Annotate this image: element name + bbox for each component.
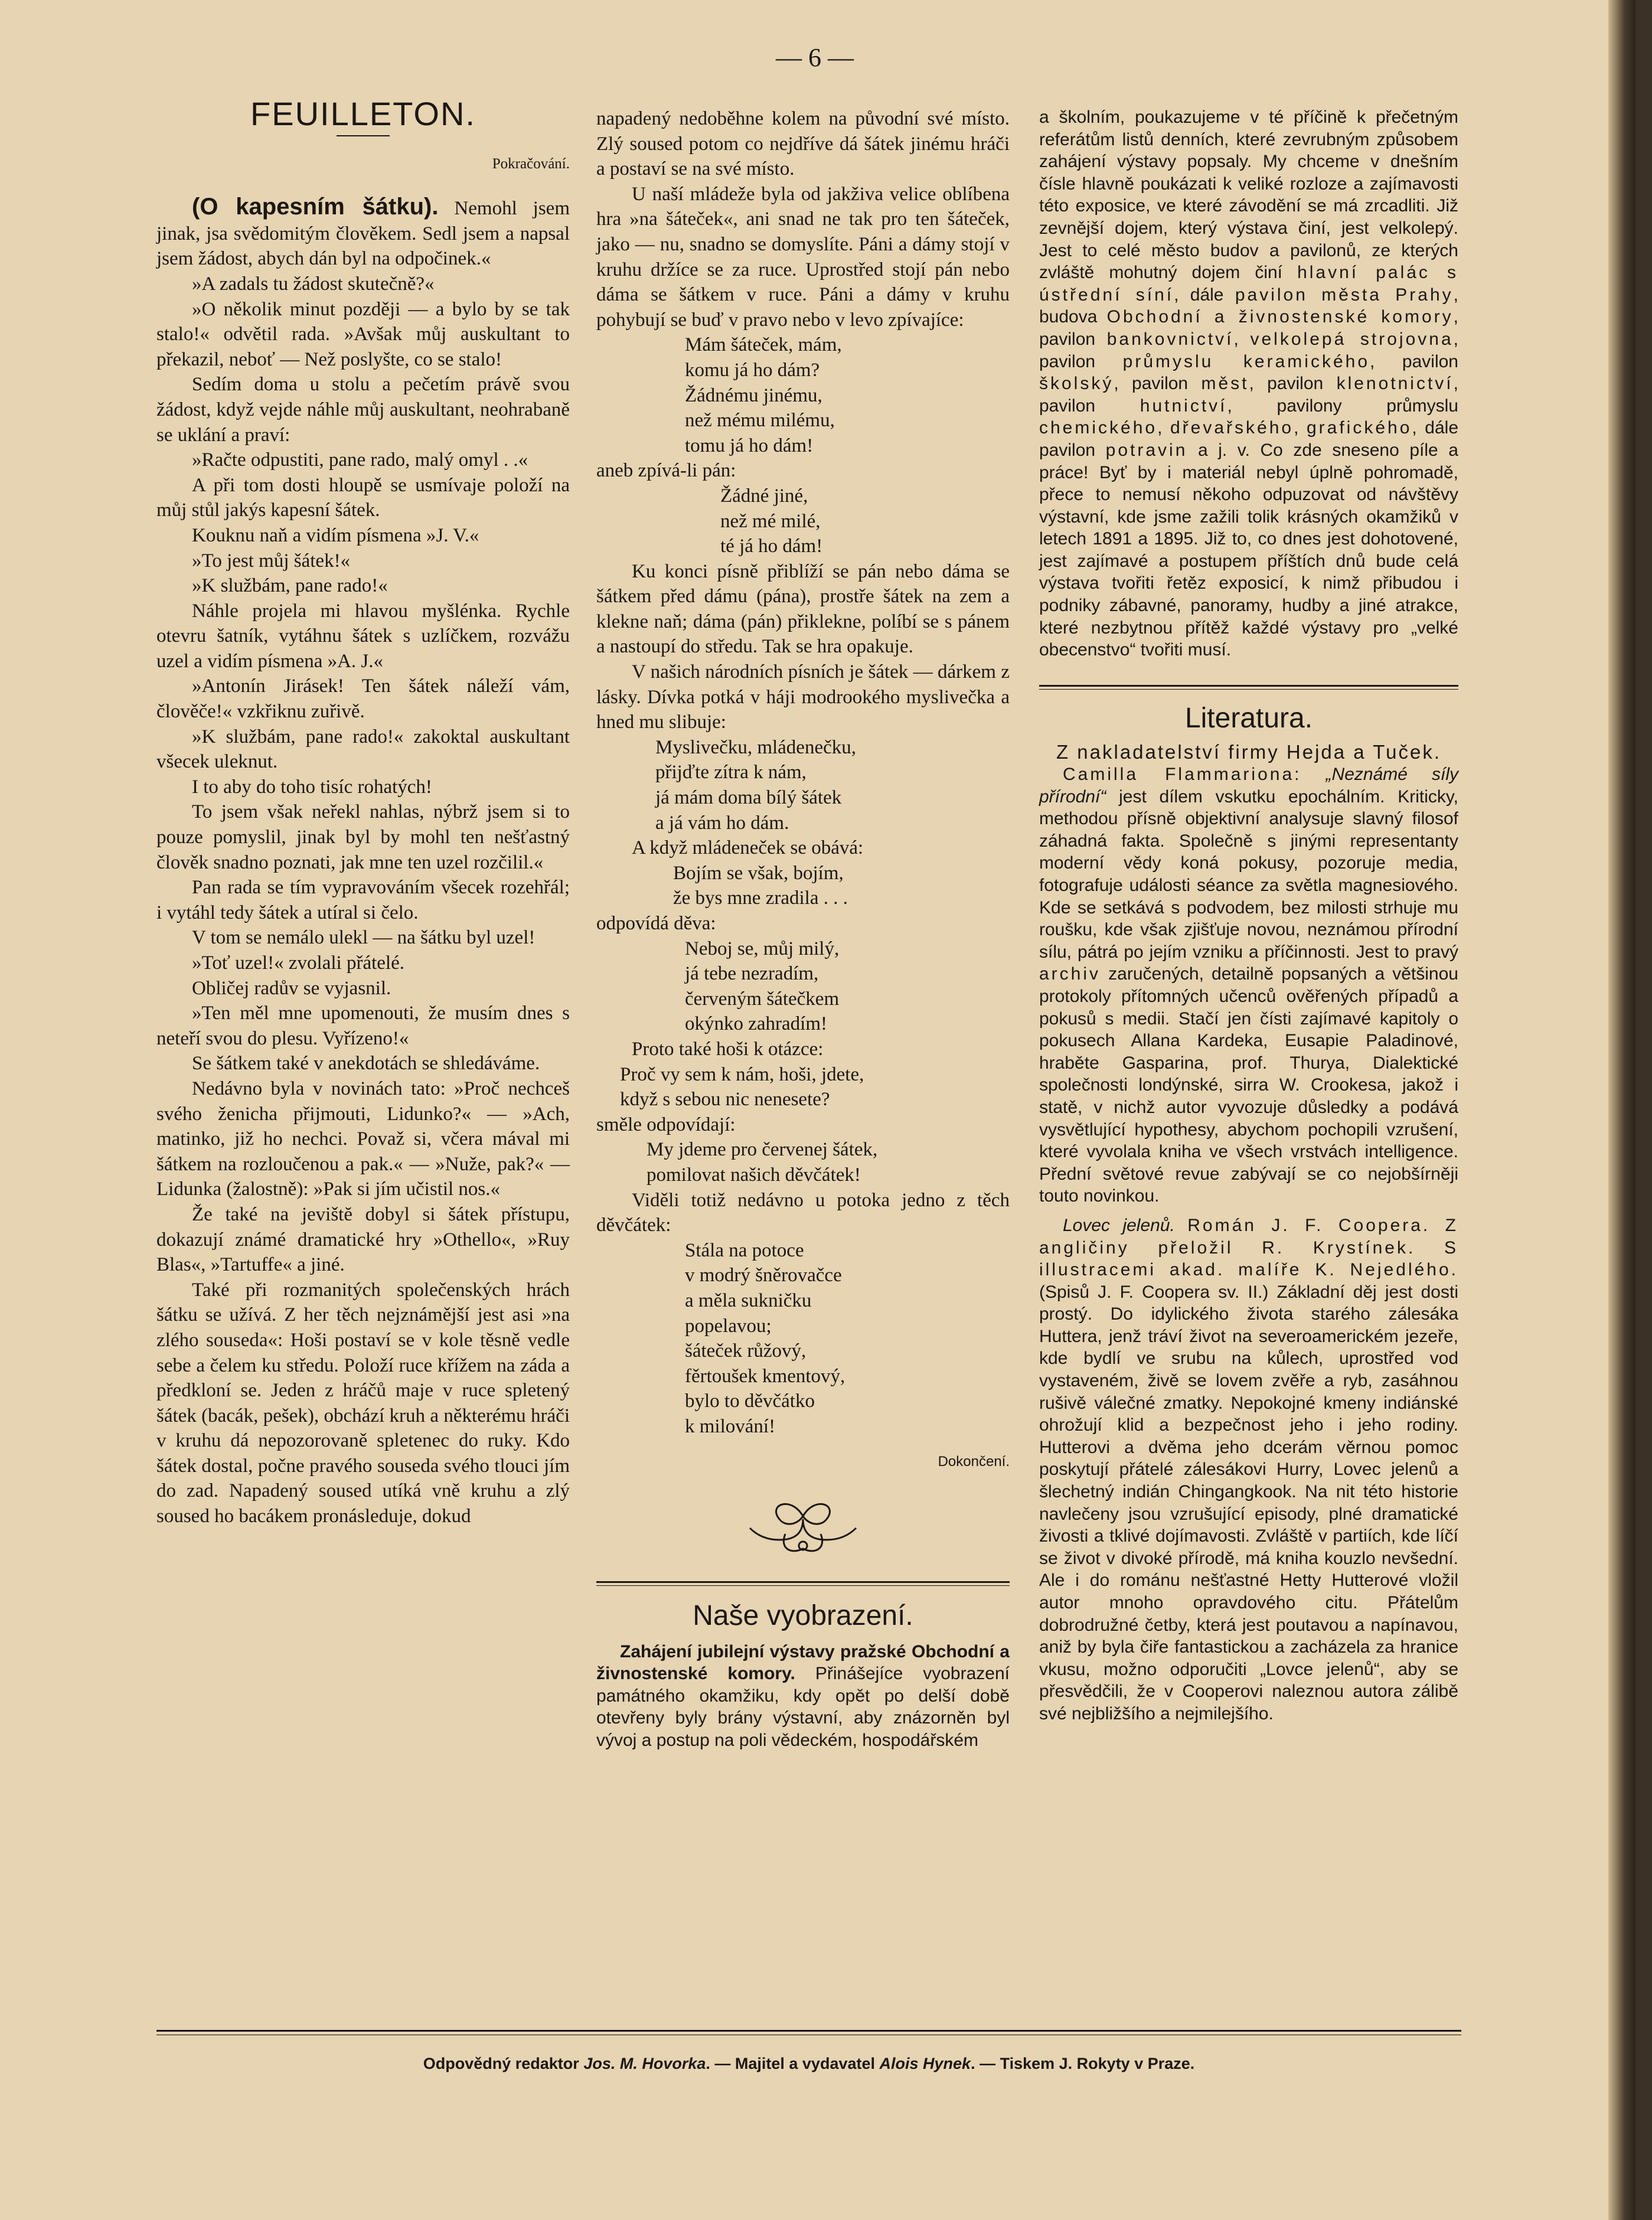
song-verse-7 [596, 1137, 1010, 1187]
verse-line: a já vám ho dám. [655, 812, 789, 834]
ornament-icon [744, 1493, 862, 1558]
paragraph-text: , pavilony průmyslu [1227, 396, 1458, 416]
verse-line: komu já ho dám? [685, 359, 820, 381]
continued-note: Dokončení. [938, 1454, 1010, 1470]
paragraph: Ku konci písně přiblíží se pán nebo dáma se šátkem před dámu (pána), prostře šátek na zem a klekne naň; dáma (pán) přiklekne, políbí se s pánem a nastoupí do středu. Tak se hra opakuje. [596, 560, 1010, 658]
paragraph [1039, 763, 1458, 1207]
literatura-subheading: Z nakladatelství firmy Hejda a Tuček. [1056, 741, 1442, 763]
paragraph: Nedávno byla v novinách tato: »Proč nechceš svého ženicha přijmouti, Lidunko?« — »Ach, matinko, již ho nechci. Považ si, včera mával mi šátkem na rozloučenou a pak.« — »Nuže, pak?« — Lidunka (žalostně): »Pak si jím učistil nos.« [156, 1078, 570, 1200]
paragraph: »Račte odpustiti, pane rado, malý omyl . .« [192, 449, 528, 471]
feuilleton-title: FEUILLETON. [250, 95, 476, 132]
paragraph-text: , pavilon [1039, 329, 1458, 371]
paragraph: napadený nedoběhne kolem na původní své místo. Zlý soused potom co nejdříve dá šátek jinému hráči a postaví se na své místo. [596, 108, 1010, 180]
paragraph: Že také na jevištĕ dobyl si šátek přístupu, dokazují známé dramatické hry »Othello«, »Ruy Blas«, »Tartuffe« a jiné. [156, 1203, 570, 1276]
verse-line: Stála na potoce [685, 1239, 804, 1261]
paragraph: směle odpovídají: [596, 1114, 736, 1135]
pavilion-name: měst [1201, 374, 1249, 394]
pavilion-name: potravin [1105, 440, 1188, 460]
paragraph-text: , dále pavilon [1039, 418, 1459, 460]
section-rule [1039, 689, 1458, 690]
paragraph: Kouknu naň a vidím písmena »J. V.« [192, 524, 479, 546]
verse-line: v modrý šněrovačce [685, 1265, 842, 1287]
song-verse-4 [596, 861, 1010, 911]
verse-line: k milování! [685, 1415, 776, 1437]
pavilion-name: hlavní palác s ústřední síní [1039, 263, 1458, 305]
paragraph: »Toť uzel!« zvolali přátelé. [192, 952, 404, 974]
paragraph: odpovídá děva: [596, 913, 716, 934]
book-title: „Neznámé síly přírodní“ [1039, 765, 1458, 807]
verse-line: okýnko zahradím! [685, 1013, 828, 1035]
pavilion-name: pavilon města Prahy [1235, 285, 1454, 305]
paragraph-text: (Spisů J. F. Coopera sv. II.) Základní děj jest dosti prostý. Do idylického života starého zálesáka Huttera, jenž tráví život na severoamerickém jezeře, kde bydlí ve srubu na kůlech, uprostřed vod vystaveném, živě se lovem zvěře a ryb, zasáhnou rušivě válečné zmatky. Nepokojné kmeny indiánské ohrožují klid a bezpečnost jeho i jeho rodiny. Hutterovi a dvěma jeho dcerám věrnou pomoc poskytují přátelé zálesákovi Hurry, Lovec jelenů a šlechetný indián Chingangkook. Na nit této historie navlečeny jsou vzrušující episody, plné dramatické živosti a tklivé dojímavosti. Zvláště v partiích, kde líčí se život v divoké přírodě, má kniha kouzlo nevšední. Ale i do románu nešťastné Hetty Hutterové vložil autor mnoho opravdového citu. Přátelům dobrodružné četby, která jest poutavou a napínavou, aniž by byla čiře fantastickou a zacházela za hranice vkusu, možno odporučiti „Lovce jelenů“, aby se přesvědčili, že v Cooperovi naleznou autora zálibě své nejbližšího a nejmilejšího. [1039, 1282, 1458, 1723]
verse-line: Proč vy sem k nám, hoši, jdete, [620, 1063, 864, 1085]
verse-line: než mé milé, [720, 510, 821, 532]
page-number: — 6 — [776, 43, 854, 72]
continuation-note: Pokračování. [492, 155, 570, 172]
verse-line: fěrtoušek kmentový, [685, 1365, 845, 1387]
book-author: Camilla Flammariona: [1063, 765, 1302, 785]
paragraph-text: , [1157, 418, 1163, 438]
paragraph-text: , pavilon [1249, 374, 1324, 394]
footer-rule [156, 2030, 1461, 2032]
paragraph-text: , pavilon [1039, 307, 1458, 349]
verse-line: bylo to děvčátko [685, 1390, 815, 1412]
paragraph: »K službám, pane rado!« zakoktal auskultant všecek uleknut. [156, 726, 570, 773]
verse-line: Žádné jiné, [720, 485, 808, 507]
verse-line: tomu já ho dám! [685, 435, 814, 456]
verse-line: že bys mne zradila . . . [673, 887, 848, 909]
paragraph-text: a školním, poukazujeme v té příčině k přečetným referátům listů denních, které zevrubným způsobem zahájení výstavy popsaly. My chceme v dnešním čísle hlavně poukázati k veliké rozloze a zajímavosti této exposice, ve které závodění se má zrcadliti. Již zevnější dojem, který výstava činí, jest velkolepý. Jest to celé město budov a pavilonů, ze kterých zvláště mohutný dojem činí [1039, 107, 1458, 283]
paragraph [1039, 106, 1458, 661]
verse-line: já mám doma bílý šátek [655, 787, 842, 809]
section-rule [1039, 685, 1458, 687]
paragraph: »Antonín Jirásek! Ten šátek náleží vám, člověče!« vzkřiknu zuřivě. [156, 675, 570, 723]
paragraph: »Ten měl mne upomenouti, že musím dnes s neteří svou do plesu. Vyřízeno!« [156, 1003, 570, 1049]
verse-line: pomilovat našich děvčátek! [647, 1164, 861, 1186]
song-verse-1 [596, 332, 1010, 458]
pavilion-name: hutnictví [1140, 396, 1227, 416]
verse-line: My jdeme pro červenej šátek, [647, 1139, 878, 1161]
section-rule [596, 1581, 1010, 1583]
verse-line: než mému milému, [685, 410, 835, 432]
article-lead: (O kapesním šátku). [192, 194, 439, 220]
paragraph: U naší mládeže byla od jakživa velice oblíbena hra »na šáteček«, ani snad ne tak pro ten šáteček, jako — nu, snadno se domyslíte. Páni a dámy stojí v kruhu držíce se za ruce. Uprostřed stojí pán nebo dáma se šátkem v ruce. Páni a dámy v kruhu pohybují se buď v pravo nebo v levo zpívajíce: [596, 183, 1010, 331]
paragraph: Také při rozmanitých společenských hrách šátku se užívá. Z her těch nejznámější jest asi »na zlého souseda«: Hoši postaví se v kole těsně vedle sebe a čelem ku středu. Položí ruce křížem na záda a předkloní se. Jeden z hráčů maje v ruce spletený šátek (bacák, pešek), obchází kruh a některému hráči v kruhu dá nepozorovaně spletenec do ruky. Kdo šátek dostal, počne pravého souseda svého tlouci jím do zad. Napadený soused utíká vně kruhu a zlý soused ho bacákem pronásleduje, dokud [156, 1279, 570, 1527]
verse-line: Mám šáteček, mám, [685, 334, 842, 356]
pavilion-name: školský [1039, 374, 1114, 394]
column-3 [1039, 106, 1458, 1725]
paragraph: aneb zpívá-li pán: [596, 460, 736, 482]
paragraph-text: jest dílem vskutku epochálním. Kriticky, methodou přísně objektivní analysuje slavný filosof záhadná fakta. Společně s jinými representanty moderní vědy koná pokusy, pozoruje media, fotografuje události séance za světla magnesiového. Kde se setkává s podvodem, bez milosti strhuje mu roušku, kde však zjišťuje novou, neznámou přírodní sílu, pátrá po jejím vzniku a příčinnosti. Jest to pravý [1039, 786, 1458, 962]
paragraph: »O několik minut později — a bylo by se tak stalo!« odvětil rada. »Avšak můj auskultant to překazil, neboť — Než poslyšte, co se stalo! [156, 298, 570, 370]
pavilion-name: Obchodní a živnostenské komory [1106, 307, 1454, 327]
imprint-footer [156, 2055, 1461, 2073]
paragraph: To jsem však neřekl nahlas, nýbrž jsem si to pouze pomyslil, jinak byl by mohl ten nešťastný člověk snadno poznati, jak mne ten uzel rozčilil.« [156, 801, 570, 873]
verse-line: Myslivečku, mládenečku, [655, 736, 856, 758]
verse-line: té já ho dám! [720, 536, 823, 557]
title-rule [337, 135, 390, 136]
paragraph-text: , pavilon [1039, 374, 1458, 416]
song-verse-2 [596, 484, 1010, 559]
verse-line: já tebe nezradím, [685, 963, 819, 985]
verse-line: když s sebou nic nenesete? [620, 1089, 830, 1111]
verse-line: šáteček růžový, [685, 1340, 807, 1362]
verse-line: Neboj se, můj milý, [685, 938, 840, 959]
paragraph-text: , [1294, 418, 1299, 438]
paragraph-text: zaručených, detailně popsaných a většinou protokoly přítomných učenců ověřených případů a pokusů s medii. Stačí jen čísti zajímavé kapitoly o pokusech Allana Kardeka, Eusapie Paladinové, hraběte Gasparina, prof. Thurya, Dialektické společnosti londýnské, sirra W. Crookesa, jakož i statě, v nichž autor vyvozuje důsledky a podává vysvětlující hypothesy, abychom pochopili vzrušení, které vyvolala kniha ve všech vrstvách intelligence. Přední světové revue zabývají se co nejobšírněji touto novinkou. [1039, 964, 1458, 1206]
verse-line: Bojím se však, bojím, [673, 862, 844, 884]
paragraph [596, 1641, 1010, 1752]
paragraph: I to aby do toho tisíc rohatých! [192, 776, 432, 798]
publisher-name: Alois Hynek [879, 2055, 971, 2072]
paragraph: Obličej radův se vyjasnil. [192, 977, 391, 999]
paragraph [1039, 1215, 1458, 1725]
column-2 [596, 106, 1010, 1752]
paragraph: Se šátkem také v anekdotách se shledáváme. [192, 1053, 540, 1075]
paragraph-text: , pavilon [1370, 351, 1458, 371]
verse-line: a měla sukničku [685, 1289, 812, 1311]
paragraph: Viděli totiž nedávno u potoka jedno z těch děvčátek: [596, 1189, 1010, 1236]
book-title: Lovec jelenů. [1063, 1215, 1175, 1235]
nase-body [596, 1641, 1010, 1752]
footer-text: Odpovědný redaktor [423, 2055, 579, 2072]
paragraph: »A zadals tu žádost skutečně?« [192, 273, 435, 295]
paragraph: A při tom dosti hloupě se usmívaje položí na můj stůl jakýs kapesní šátek. [156, 474, 570, 521]
song-verse-5 [596, 936, 1010, 1037]
paragraph: Sedím doma u stolu a pečetím právě svou žádost, když vejde náhle můj auskultant, neohrabaně se uklání a praví: [156, 374, 570, 446]
article-lead: Zahájení jubilejní výstavy pražské Obchodní a živnostenské komory. [596, 1641, 1010, 1684]
column-1 [156, 89, 570, 1529]
song-verse-3 [596, 735, 1010, 835]
book-credits: Román J. F. Coopera. Z angličiny přeložil R. Krystínek. S illustracemi akad. malíře K. Nejedlého. [1039, 1215, 1458, 1280]
paragraph-text: , pavilon [1114, 374, 1189, 394]
paragraph: Proto také hoši k otázce: [632, 1038, 824, 1060]
paragraph: Pan rada se tím vypravováním všecek rozehřál; i vytáhl tedy šátek a utíral si čelo. [156, 877, 570, 923]
pavilion-name: grafického [1306, 418, 1412, 438]
paragraph-text: , budova [1039, 285, 1458, 327]
pavilion-name: klenotnictví [1336, 374, 1454, 394]
literatura-title: Literatura. [1184, 702, 1313, 734]
paragraph: A když mládeneček se obává: [632, 837, 864, 859]
verse-line: červeným šátečkem [685, 988, 840, 1010]
section-rule [596, 1585, 1010, 1586]
verse-line: popelavou; [685, 1315, 772, 1337]
paragraph: Náhle projela mi hlavou myšlénka. Rychle otevru šatník, vytáhnu šátek s uzlíčkem, rozvážu uzel a vidím písmena »A. J.« [156, 600, 570, 672]
pavilion-name: dřevařského [1170, 418, 1294, 438]
nase-title: Naše vyobrazení. [693, 1600, 913, 1632]
paragraph [156, 194, 570, 272]
pavilion-name: velkolepá strojovna [1250, 329, 1454, 349]
paragraph-text: , dále [1174, 285, 1224, 305]
paragraph: »K službám, pane rado!« [192, 575, 388, 597]
verse-line: přijďte zítra k nám, [655, 762, 807, 783]
pavilion-name: průmyslu keramického [1122, 351, 1370, 371]
verse-line: Žádnému jinému, [685, 384, 822, 406]
pavilion-name: bankovnictví [1106, 329, 1234, 349]
footer-text: . — Tiskem J. Rokyty v Praze. [971, 2055, 1195, 2072]
song-verse-8 [596, 1238, 1010, 1439]
paragraph-text: Nemohl jsem jinak, jsa svědomitým člověkem. Sedl jsem a napsal jsem žádost, abych dán byl na odpočinek.« [156, 198, 570, 270]
paragraph: »To jest můj šátek!« [192, 550, 351, 572]
paragraph: V tom se nemálo ulekl — na šátku byl uzel! [192, 927, 536, 949]
paragraph-text: a j. v. Co zde sneseno píle a práce! Byť by i materiál nebyl úplně pohromadě, přece to nemusí někoho odpuzovat od návštěvy výstavní, kde jsme zažili tolik krásných okamžiků v letech 1891 a 1895. Již to, co dnes jest dohotovené, jest zajímavé a postupem příštích dnů bude celá výstava tvořiti řetěz exposicí, k nimž přibudou i podniky zábavné, panoramy, hudby a jiné atrakce, které nezbytnou přítěž každé výstavy pro „velké obecenstvo“ tvořiti musí. [1039, 440, 1458, 660]
song-verse-6 [596, 1062, 1010, 1112]
binding-edge [1608, 0, 1635, 2220]
editor-name: Jos. M. Hovorka [583, 2055, 706, 2072]
paragraph-text: Přinášejíce vyobrazení památného okamžiku, kdy opět po delší době otevřeny byly brány výstavní, aby znázorněn byl vývoj a postup na poli vědeckém, hospodářském [596, 1664, 1010, 1751]
paragraph: V našich národních písních je šátek — dárkem z lásky. Dívka potká v háji modrookého myslivečka a hned mu slibuje: [596, 661, 1010, 733]
emphasis: archiv [1039, 964, 1101, 984]
pavilion-name: chemického [1039, 418, 1158, 438]
paragraph-text: , [1233, 329, 1239, 349]
footer-text: . — Majitel a vydavatel [706, 2055, 875, 2072]
